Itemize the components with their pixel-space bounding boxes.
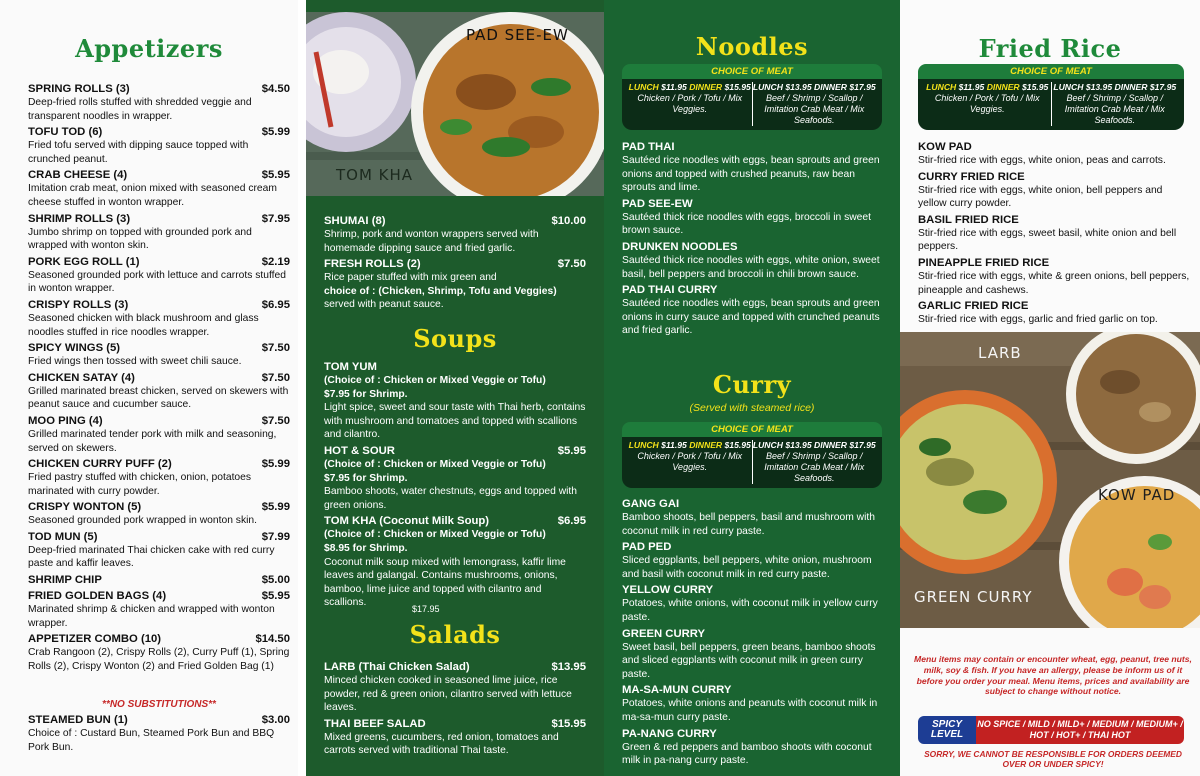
item-price: $7.50 xyxy=(557,258,586,271)
lunch-label: LUNCH xyxy=(752,82,783,92)
soups-list xyxy=(324,360,586,612)
lunch-price: $11.95 xyxy=(958,82,985,92)
menu-item xyxy=(918,299,1190,327)
item-desc: Fried wings then tossed with sweet chili sauce. xyxy=(28,356,242,368)
item-name: PAD SEE-EW xyxy=(622,197,693,210)
menu-item xyxy=(28,125,290,166)
item-name: GREEN CURRY xyxy=(622,627,706,640)
meat-list: Chicken / Pork / Tofu / Mix Veggies. xyxy=(637,451,743,472)
fried-rice-list xyxy=(918,140,1190,329)
menu-item xyxy=(622,583,884,624)
item-desc: Potatoes, white onions and peanuts with coconut milk in ma-sa-mun curry paste. xyxy=(622,698,878,723)
soups-salads-panel xyxy=(306,0,604,776)
menu-item xyxy=(28,500,290,528)
item-name: TOM KHA (Coconut Milk Soup) xyxy=(324,515,490,528)
item-desc: Minced chicken cooked in seasoned lime juice, rice powder, red & green onion, cilantro served with lettuce leaves. xyxy=(324,675,572,714)
item-shrimp-price: $8.95 for Shrimp. xyxy=(324,542,408,554)
menu-item xyxy=(28,341,290,369)
item-name: LARB (Thai Chicken Salad) xyxy=(324,661,470,673)
item-desc: Coconut milk soup mixed with lemongrass, kaffir lime leaves and galangal. Contains mushrooms, onions, bamboo, lime juice and topped with cilantro and scallions. xyxy=(324,556,566,609)
item-price: $4.50 xyxy=(261,83,290,95)
item-name: FRESH ROLLS (2) xyxy=(324,258,421,271)
menu-item xyxy=(622,727,884,768)
menu-item xyxy=(28,255,290,296)
item-desc: Green & red peppers and bamboo shoots with coconut milk in pa-nang curry paste. xyxy=(622,741,872,767)
item-desc-2: served with peanut sauce. xyxy=(324,299,444,311)
lunch-price: $13.95 xyxy=(785,440,812,450)
item-name: MA-SA-MUN CURRY xyxy=(622,684,732,697)
menu-item-larb xyxy=(324,660,586,715)
menu-item xyxy=(622,197,884,238)
curry-title: Curry xyxy=(712,370,792,399)
item-name: SHRIMP CHIP xyxy=(28,574,102,587)
item-name: CHICKEN SATAY (4) xyxy=(28,371,135,384)
fried-rice-title: Fried Rice xyxy=(978,34,1122,63)
menu-item xyxy=(28,168,290,209)
meat-col-2 xyxy=(752,82,877,126)
item-desc: Light spice, sweet and sour taste with Thai herb, contains with mushroom and tomatoes and topped with scallions and cilantro. xyxy=(324,402,586,441)
dinner-price: $15.95 xyxy=(724,440,751,450)
meat-list: Chicken / Pork / Tofu / Mix Veggies. xyxy=(934,93,1040,114)
meat-list: Beef / Shrimp / Scallop / Imitation Crab Meat / Mix Seafoods. xyxy=(1064,93,1165,125)
pad-see-ew-label: PAD SEE-EW xyxy=(466,26,569,44)
menu-item xyxy=(622,497,884,538)
menu-item xyxy=(28,530,290,571)
item-desc: Fried pastry stuffed with chicken, onion, potatoes marinated with curry powder. xyxy=(28,472,252,497)
item-price: $5.00 xyxy=(261,574,290,587)
item-name: SHUMAI (8) xyxy=(324,215,386,227)
item-price: $3.00 xyxy=(261,714,290,726)
meat-box-header: CHOICE OF MEAT xyxy=(622,64,882,79)
menu-item xyxy=(918,170,1190,211)
item-price: $6.95 xyxy=(261,298,290,311)
larb-label: LARB xyxy=(978,344,1022,362)
item-shrimp-price: $7.95 for Shrimp. xyxy=(324,388,408,400)
dinner-price: $15.95 xyxy=(724,82,751,92)
item-price: $7.50 xyxy=(261,342,290,355)
curry-list xyxy=(622,497,884,770)
menu-item xyxy=(28,414,290,455)
item-name: GARLIC FRIED RICE xyxy=(918,300,1029,313)
noodles-title: Noodles xyxy=(695,32,809,61)
item-name: SPRING ROLLS (3) xyxy=(28,83,130,95)
steamed-bun-item xyxy=(28,713,290,754)
item-price: $5.95 xyxy=(557,444,586,457)
dinner-price: $17.95 xyxy=(1149,82,1177,92)
shumai-fresh-list xyxy=(324,214,586,314)
menu-item xyxy=(28,573,290,587)
item-desc: Crab Rangoon (2), Crispy Rolls (2), Curry Puff (1), Spring Rolls (2), Crispy Wonton (2) and Fried Golden Bag (1) xyxy=(28,647,290,672)
item-price: $7.50 xyxy=(261,414,290,427)
spicy-level-label: SPICY LEVEL xyxy=(918,716,976,744)
lunch-label: LUNCH xyxy=(752,440,783,450)
item-desc: Jumbo shrimp on topped with grounded pork and wrapped with wonton skin. xyxy=(28,226,252,252)
item-desc: Sautéed thick rice noodles with eggs, broccoli in sweet brown sauce. xyxy=(622,211,871,237)
item-choice: choice of : (Chicken, Shrimp, Tofu and Veggies) xyxy=(324,285,557,297)
pad-see-ew-photo xyxy=(306,12,604,196)
item-name: TOM YUM xyxy=(324,361,377,373)
tom-kha-label: TOM KHA xyxy=(336,166,414,184)
item-name: PA-NANG CURRY xyxy=(622,727,717,740)
item-choice: (Choice of : Chicken or Mixed Veggie or Tofu) xyxy=(324,375,546,386)
item-price: $5.95 xyxy=(261,590,290,603)
menu-item xyxy=(28,298,290,339)
item-desc: Rice paper stuffed with mix green and xyxy=(324,272,497,284)
item-name: THAI BEEF SALAD xyxy=(324,717,426,730)
item-price: $14.50 xyxy=(255,633,290,646)
item-name: STEAMED BUN (1) xyxy=(28,714,128,726)
item-desc: Seasoned grounded pork wrapped in wonton skin. xyxy=(28,515,257,527)
menu-item xyxy=(918,140,1190,168)
dinner-price: $15.95 xyxy=(1022,82,1049,92)
item-choice: (Choice of : Chicken or Mixed Veggie or Tofu) xyxy=(324,458,546,470)
meat-box-header: CHOICE OF MEAT xyxy=(622,422,882,437)
item-price: $5.99 xyxy=(261,126,290,139)
menu-item xyxy=(28,371,290,412)
item-desc: Bamboo shoots, water chestnuts, eggs and topped with green onions. xyxy=(324,486,578,511)
item-name: APPETIZER COMBO (10) xyxy=(28,633,162,646)
lunch-label: LUNCH xyxy=(628,82,659,92)
item-desc: Grilled marinated breast chicken, served on skewers with peanut sauce and cucumber sauce. xyxy=(28,385,289,411)
item-desc: Mixed greens, cucumbers, red onion, tomatoes and carrots served with traditional Thai taste. xyxy=(324,731,559,757)
item-price: $5.99 xyxy=(261,458,290,471)
noodles-list xyxy=(622,140,884,340)
lunch-price: $11.95 xyxy=(661,82,687,92)
item-name: TOFU TOD (6) xyxy=(28,126,103,139)
item-price: $10.00 xyxy=(551,215,586,227)
dinner-label: DINNER xyxy=(814,82,847,92)
meat-col-1 xyxy=(628,82,752,126)
item-desc: Deep-fried marinated Thai chicken cake with red curry paste and kaffir leaves. xyxy=(28,544,275,570)
item-name: PINEAPPLE FRIED RICE xyxy=(918,256,1050,269)
menu-item xyxy=(28,589,290,630)
item-desc: Marinated shrimp & chicken and wrapped with wonton wrapper. xyxy=(28,604,275,629)
soups-title: Soups xyxy=(413,324,497,353)
menu-item xyxy=(28,632,290,673)
item-desc: Fried tofu served with dipping sauce topped with crunched peanut. xyxy=(28,140,249,165)
spicy-level-bar xyxy=(918,716,1184,744)
lunch-label: LUNCH xyxy=(1053,82,1084,92)
item-name: CRISPY ROLLS (3) xyxy=(28,298,129,311)
dinner-label: DINNER xyxy=(986,82,1020,92)
noodles-meat-box xyxy=(622,64,882,130)
item-desc: Deep-fried rolls stuffed with shredded veggie and transparent noodles in wrapper. xyxy=(28,97,252,122)
item-name: CURRY FRIED RICE xyxy=(918,170,1025,183)
lunch-price: $11.95 xyxy=(661,440,687,450)
item-price: $7.95 xyxy=(261,212,290,225)
item-price: $7.50 xyxy=(261,371,290,384)
item-name: CRAB CHEESE (4) xyxy=(28,169,128,182)
fried-rice-panel xyxy=(900,0,1200,776)
salads-title: Salads xyxy=(409,620,501,649)
menu-item xyxy=(28,212,290,253)
meat-list: Beef / Shrimp / Scallop / Imitation Crab Meat / Mix Seafoods. xyxy=(764,451,865,483)
item-name: PAD THAI xyxy=(622,141,675,153)
item-price: $5.99 xyxy=(261,501,290,514)
item-desc: Sweet basil, bell peppers, green beans, bamboo shoots and sliced eggplants with coconut milk in green curry paste. xyxy=(622,641,876,680)
item-name: CHICKEN CURRY PUFF (2) xyxy=(28,458,172,471)
menu-item-thai-beef-salad xyxy=(324,717,586,758)
lunch-label: LUNCH xyxy=(926,82,957,92)
appetizers-list xyxy=(28,82,290,675)
item-name: KOW PAD xyxy=(918,141,972,153)
item-name: YELLOW CURRY xyxy=(622,584,714,597)
spicy-disclaimer: SORRY, WE CANNOT BE RESPONSIBLE FOR ORDERS DEEMED OVER OR UNDER SPICY! xyxy=(924,749,1182,769)
noodles-curry-panel xyxy=(604,0,900,776)
meat-box-header: CHOICE OF MEAT xyxy=(918,64,1184,79)
meat-list: Chicken / Pork / Tofu / Mix Veggies. xyxy=(637,93,743,114)
dinner-price: $17.95 xyxy=(849,82,876,92)
appetizers-panel xyxy=(0,0,298,776)
green-curry-label: GREEN CURRY xyxy=(914,588,1033,606)
spicy-level-options: NO SPICE / MILD / MILD+ / MEDIUM / MEDIUM+ / HOT / HOT+ / THAI HOT xyxy=(976,716,1184,744)
item-desc: Seasoned grounded pork with lettuce and carrots stuffed in wonton wrapper. xyxy=(28,269,286,295)
item-desc: Bamboo shoots, bell peppers, basil and mushroom with coconut milk in red curry paste. xyxy=(622,512,875,537)
appetizers-title: Appetizers xyxy=(75,34,223,63)
item-price: $13.95 xyxy=(551,661,586,673)
meat-col-1 xyxy=(628,440,752,484)
item-desc: Grilled marinated tender pork with milk and seasoning, served on skewers. xyxy=(28,428,277,454)
item-name: GANG GAI xyxy=(622,498,680,510)
lunch-price: $13.95 xyxy=(785,82,812,92)
item-name: TOD MUN (5) xyxy=(28,530,98,543)
item-name: HOT & SOUR xyxy=(324,444,395,457)
item-desc: Stir-fried rice with eggs, garlic and fried garlic on top. xyxy=(918,314,1158,326)
item-name: PAD PED xyxy=(622,541,672,554)
menu-item-tom-yum xyxy=(324,360,586,442)
menu-item xyxy=(622,140,884,195)
meat-col-2 xyxy=(1051,82,1179,126)
menu-item xyxy=(622,627,884,682)
item-desc: Sautéed rice noodles with eggs, bean sprouts and green onions in curry sauce and topped with crunched peanuts and fried garlic. xyxy=(622,298,880,337)
item-name: DRUNKEN NOODLES xyxy=(622,240,738,253)
menu-item-hot-sour xyxy=(324,444,586,512)
item-name: PAD THAI CURRY xyxy=(622,284,718,297)
item-choice: (Choice of : Chicken or Mixed Veggie or Tofu) xyxy=(324,529,546,541)
menu-item xyxy=(28,457,290,498)
item-price: $15.95 xyxy=(551,717,586,730)
item-name: PORK EGG ROLL (1) xyxy=(28,255,140,268)
dinner-price: $17.95 xyxy=(849,440,876,450)
dinner-label: DINNER xyxy=(689,440,723,450)
lunch-label: LUNCH xyxy=(628,440,659,450)
menu-item xyxy=(28,82,290,123)
food-photo-illustration xyxy=(900,332,1200,628)
item-name: SPICY WINGS (5) xyxy=(28,342,121,355)
item-desc: Potatoes, white onions, with coconut milk in yellow curry paste. xyxy=(622,598,878,623)
menu-item-shumai xyxy=(324,214,586,255)
item-desc: Imitation crab meat, onion mixed with seasoned cream cheese stuffed in wonton wrapper. xyxy=(28,183,277,208)
item-price: $6.95 xyxy=(557,515,586,528)
item-desc: Stir-fried rice with eggs, white & green onions, bell peppers, pineapple and cashews. xyxy=(918,270,1190,296)
item-desc: Stir-fried rice with eggs, white onion, bell peppers and yellow curry powder. xyxy=(918,184,1163,210)
item-desc: Sautéed thick rice noodles with eggs, white onion, sweet basil, bell peppers and broccoli in chili brown sauce. xyxy=(622,254,880,280)
item-desc: Sliced eggplants, bell peppers, white onion, mushroom and basil with coconut milk in red curry paste. xyxy=(622,555,872,580)
item-desc: Stir-fried rice with eggs, sweet basil, white onion and bell peppers. xyxy=(918,227,1177,253)
item-desc: Stir-fried rice with eggs, white onion, peas and carrots. xyxy=(918,155,1166,166)
menu-item xyxy=(918,256,1190,297)
menu-item xyxy=(622,540,884,581)
meat-col-1 xyxy=(924,82,1051,126)
menu-item-fresh-rolls xyxy=(324,257,586,312)
item-desc: Seasoned chicken with black mushroom and glass noodles stuffed in rice noodles wrapper. xyxy=(28,312,259,338)
meat-list: Beef / Shrimp / Scallop / Imitation Crab Meat / Mix Seafoods. xyxy=(764,93,865,125)
fried-rice-meat-box xyxy=(918,64,1184,130)
menu-item xyxy=(622,283,884,338)
dinner-label: DINNER xyxy=(814,440,847,450)
no-substitutions-note: **NO SUBSTITUTIONS** xyxy=(102,699,216,710)
menu-item xyxy=(622,240,884,281)
item-name: SHRIMP ROLLS (3) xyxy=(28,212,131,225)
item-price: $5.95 xyxy=(261,169,290,182)
item-price: $7.99 xyxy=(261,530,290,543)
lunch-price: $13.95 xyxy=(1085,82,1113,92)
curry-subtitle: (Served with steamed rice) xyxy=(689,402,815,414)
item-name: FRIED GOLDEN BAGS (4) xyxy=(28,590,167,603)
item-desc: Shrimp, pork and wonton wrappers served with homemade dipping sauce and fried garlic. xyxy=(324,229,539,254)
larb-curry-kowpad-photo xyxy=(900,332,1200,628)
meat-col-2 xyxy=(752,440,877,484)
menu-item xyxy=(918,213,1190,254)
curry-meat-box xyxy=(622,422,882,488)
item-shrimp-price: $7.95 for Shrimp. xyxy=(324,472,408,484)
item-desc: Choice of : Custard Bun, Steamed Pork Bun and BBQ Pork Bun. xyxy=(28,728,275,753)
stray-price: $17.95 xyxy=(412,604,440,614)
item-price: $2.19 xyxy=(261,255,290,268)
allergy-notice: Menu items may contain or encounter wheat, egg, peanut, tree nuts, milk, soy & fish. If you have an allergy, please be inform us of it before you order your meal. Menu items, prices and availability are subject to change without notice. xyxy=(914,654,1192,697)
item-name: BASIL FRIED RICE xyxy=(918,213,1019,226)
item-name: MOO PING (4) xyxy=(28,414,103,427)
menu-item-tom-kha xyxy=(324,514,586,610)
kow-pad-label: KOW PAD xyxy=(1098,486,1176,504)
item-name: CRISPY WONTON (5) xyxy=(28,501,142,514)
item-desc: Sautéed rice noodles with eggs, bean sprouts and green onions and topped with crushed peanuts, raw bean sprouts and lime. xyxy=(622,155,880,194)
dinner-label: DINNER xyxy=(689,82,723,92)
dinner-label: DINNER xyxy=(1114,82,1148,92)
salads-list xyxy=(324,660,586,760)
menu-item xyxy=(622,683,884,724)
